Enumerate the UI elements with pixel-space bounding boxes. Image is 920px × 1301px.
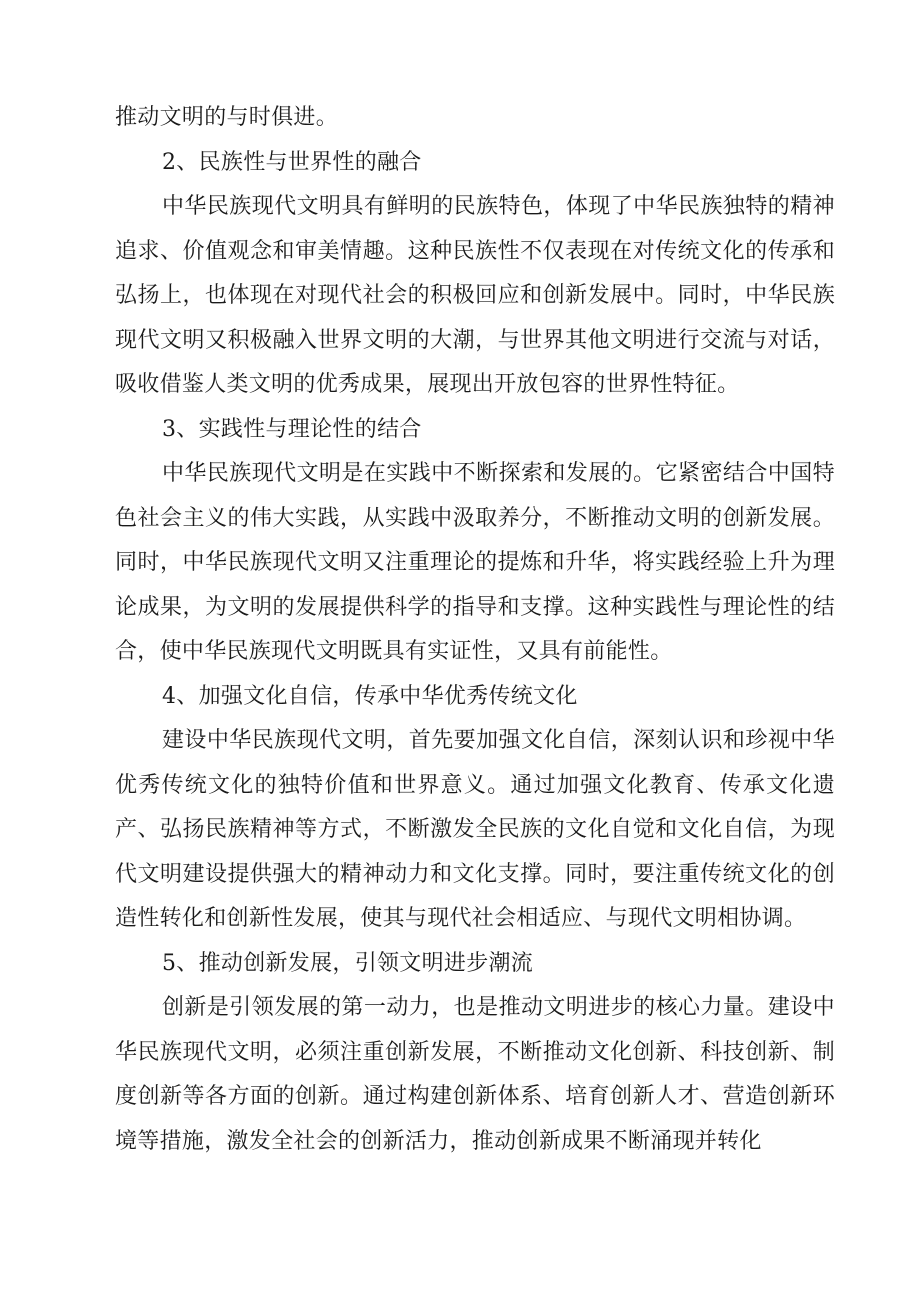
document-body <box>115 96 835 1164</box>
paragraph: 创新是引领发展的第一动力，也是推动文明进步的核心力量。建设中华民族现代文明，必须注重创新发展，不断推动文化创新、科技创新、制度创新等各方面的创新。通过构建创新体系、培育创新人才、营造创新环境等措施，激发全社会的创新活力，推动创新成果不断涌现并转化 <box>115 995 835 1154</box>
section-heading-5: 5、推动创新发展，引领文明进步潮流 <box>162 950 534 976</box>
section-heading-2: 2、民族性与世界性的融合 <box>162 149 422 175</box>
section-heading-4: 4、加强文化自信，传承中华优秀传统文化 <box>162 683 578 709</box>
paragraph: 中华民族现代文明是在实践中不断探索和发展的。它紧密结合中国特色社会主义的伟大实践，从实践中汲取养分，不断推动文明的创新发展。同时，中华民族现代文明又注重理论的提炼和升华，将实践经验上升为理论成果，为文明的发展提供科学的指导和支撑。这种实践性与理论性的结合，使中华民族现代文明既具有实证性，又具有前能性。 <box>115 461 835 664</box>
section-heading-3: 3、实践性与理论性的结合 <box>162 416 422 442</box>
paragraph: 中华民族现代文明具有鲜明的民族特色，体现了中华民族独特的精神追求、价值观念和审美情趣。这种民族性不仅表现在对传统文化的传承和弘扬上，也体现在对现代社会的积极回应和创新发展中。同时，中华民族现代文明又积极融入世界文明的大潮，与世界其他文明进行交流与对话，吸收借鉴人类文明的优秀成果，展现出开放包容的世界性特征。 <box>115 194 835 397</box>
paragraph-continuation: 推动文明的与时俱进。 <box>115 105 339 130</box>
paragraph: 建设中华民族现代文明，首先要加强文化自信，深刻认识和珍视中华优秀传统文化的独特价值和世界意义。通过加强文化教育、传承文化遗产、弘扬民族精神等方式，不断激发全民族的文化自觉和文化自信，为现代文明建设提供强大的精神动力和文化支撑。同时，要注重传统文化的创造性转化和创新性发展，使其与现代社会相适应、与现代文明相协调。 <box>115 728 835 931</box>
